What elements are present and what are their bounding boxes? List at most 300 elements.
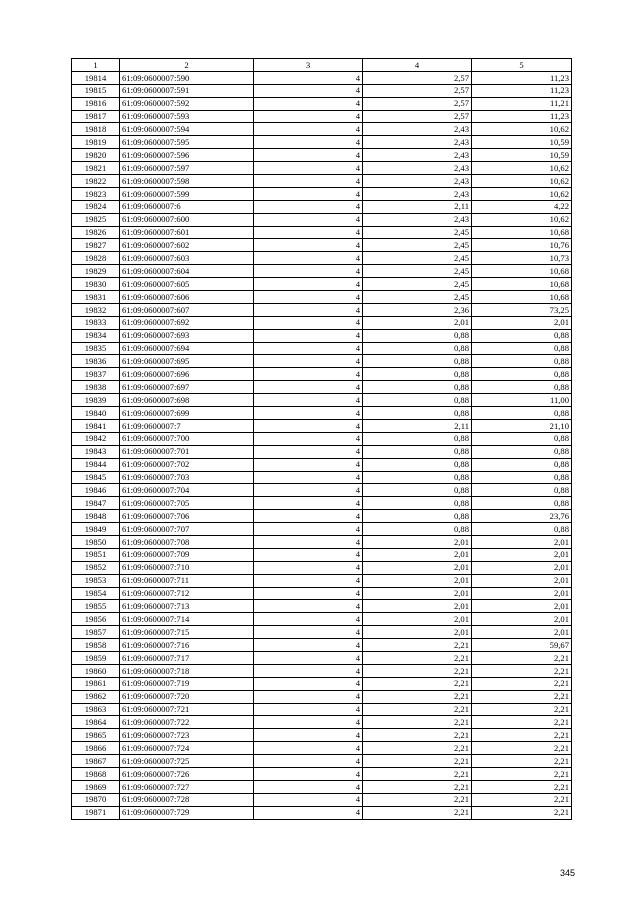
- value-cell: 2,21: [363, 755, 472, 768]
- cadastral-number-cell: 61:09:0600007:600: [120, 213, 254, 226]
- category-cell: 4: [254, 110, 363, 123]
- value-cell: 2,01: [363, 316, 472, 329]
- row-number-cell: 19867: [72, 755, 120, 768]
- value-cell: 2,21: [363, 716, 472, 729]
- table-row: [72, 278, 572, 291]
- value-cell: 2,01: [363, 548, 472, 561]
- total-cell: 0,88: [472, 432, 572, 445]
- row-number-cell: 19861: [72, 677, 120, 690]
- table-row: [72, 729, 572, 742]
- row-number-cell: 19849: [72, 523, 120, 536]
- total-cell: 2,01: [472, 316, 572, 329]
- total-cell: 0,88: [472, 458, 572, 471]
- cadastral-number-cell: 61:09:0600007:700: [120, 432, 254, 445]
- value-cell: 2,21: [363, 703, 472, 716]
- table-row: [72, 110, 572, 123]
- value-cell: 2,45: [363, 291, 472, 304]
- category-cell: 4: [254, 767, 363, 780]
- category-cell: 4: [254, 97, 363, 110]
- category-cell: 4: [254, 574, 363, 587]
- row-number-cell: 19850: [72, 535, 120, 548]
- table-row: [72, 71, 572, 84]
- value-cell: 2,01: [363, 613, 472, 626]
- cadastral-number-cell: 61:09:0600007:716: [120, 639, 254, 652]
- row-number-cell: 19842: [72, 432, 120, 445]
- table-row: [72, 200, 572, 213]
- table-body: [72, 71, 572, 819]
- row-number-cell: 19839: [72, 394, 120, 407]
- table-row: [72, 471, 572, 484]
- category-cell: 4: [254, 677, 363, 690]
- category-cell: 4: [254, 755, 363, 768]
- row-number-cell: 19868: [72, 767, 120, 780]
- total-cell: 0,88: [472, 445, 572, 458]
- value-cell: 0,88: [363, 394, 472, 407]
- value-cell: 0,88: [363, 497, 472, 510]
- table-row: [72, 716, 572, 729]
- cadastral-number-cell: 61:09:0600007:601: [120, 226, 254, 239]
- category-cell: 4: [254, 445, 363, 458]
- category-cell: 4: [254, 265, 363, 278]
- value-cell: 2,45: [363, 239, 472, 252]
- total-cell: 2,01: [472, 535, 572, 548]
- row-number-cell: 19862: [72, 690, 120, 703]
- category-cell: 4: [254, 613, 363, 626]
- category-cell: 4: [254, 600, 363, 613]
- table-row: [72, 587, 572, 600]
- total-cell: 2,01: [472, 574, 572, 587]
- total-cell: 0,88: [472, 497, 572, 510]
- table-row: [72, 548, 572, 561]
- category-cell: 4: [254, 84, 363, 97]
- value-cell: 2,21: [363, 780, 472, 793]
- cadastral-number-cell: 61:09:0600007:602: [120, 239, 254, 252]
- table-header-row: [72, 59, 572, 72]
- category-cell: 4: [254, 123, 363, 136]
- row-number-cell: 19858: [72, 639, 120, 652]
- category-cell: 4: [254, 716, 363, 729]
- cadastral-number-cell: 61:09:0600007:719: [120, 677, 254, 690]
- total-cell: 0,88: [472, 368, 572, 381]
- cadastral-number-cell: 61:09:0600007:715: [120, 626, 254, 639]
- table-row: [72, 613, 572, 626]
- table-row: [72, 767, 572, 780]
- cadastral-number-cell: 61:09:0600007:726: [120, 767, 254, 780]
- total-cell: 73,25: [472, 303, 572, 316]
- value-cell: 0,88: [363, 407, 472, 420]
- cadastral-number-cell: 61:09:0600007:604: [120, 265, 254, 278]
- total-cell: 2,21: [472, 767, 572, 780]
- category-cell: 4: [254, 729, 363, 742]
- row-number-cell: 19820: [72, 149, 120, 162]
- table-row: [72, 510, 572, 523]
- cadastral-number-cell: 61:09:0600007:699: [120, 407, 254, 420]
- value-cell: 0,88: [363, 523, 472, 536]
- row-number-cell: 19832: [72, 303, 120, 316]
- category-cell: 4: [254, 780, 363, 793]
- total-cell: 10,68: [472, 291, 572, 304]
- total-cell: 10,59: [472, 136, 572, 149]
- total-cell: 2,21: [472, 677, 572, 690]
- total-cell: 10,73: [472, 252, 572, 265]
- total-cell: 0,88: [472, 484, 572, 497]
- cadastral-number-cell: 61:09:0600007:729: [120, 806, 254, 819]
- table-row: [72, 561, 572, 574]
- category-cell: 4: [254, 291, 363, 304]
- table-row: [72, 329, 572, 342]
- category-cell: 4: [254, 535, 363, 548]
- value-cell: 0,88: [363, 432, 472, 445]
- cadastral-number-cell: 61:09:0600007:696: [120, 368, 254, 381]
- row-number-cell: 19841: [72, 419, 120, 432]
- total-cell: 10,62: [472, 123, 572, 136]
- total-cell: 11,23: [472, 110, 572, 123]
- table-row: [72, 806, 572, 819]
- cadastral-number-cell: 61:09:0600007:697: [120, 381, 254, 394]
- table-row: [72, 252, 572, 265]
- table-row: [72, 497, 572, 510]
- category-cell: 4: [254, 303, 363, 316]
- row-number-cell: 19848: [72, 510, 120, 523]
- category-cell: 4: [254, 149, 363, 162]
- table-row: [72, 793, 572, 806]
- cadastral-number-cell: 61:09:0600007:713: [120, 600, 254, 613]
- row-number-cell: 19814: [72, 71, 120, 84]
- cadastral-number-cell: 61:09:0600007:599: [120, 187, 254, 200]
- category-cell: 4: [254, 639, 363, 652]
- table-row: [72, 303, 572, 316]
- table-row: [72, 523, 572, 536]
- category-cell: 4: [254, 523, 363, 536]
- table-row: [72, 535, 572, 548]
- cadastral-number-cell: 61:09:0600007:703: [120, 471, 254, 484]
- category-cell: 4: [254, 342, 363, 355]
- table-row: [72, 291, 572, 304]
- value-cell: 2,21: [363, 742, 472, 755]
- total-cell: 2,01: [472, 600, 572, 613]
- total-cell: 10,62: [472, 162, 572, 175]
- cadastral-number-cell: 61:09:0600007:607: [120, 303, 254, 316]
- category-cell: 4: [254, 471, 363, 484]
- value-cell: 0,88: [363, 329, 472, 342]
- category-cell: 4: [254, 162, 363, 175]
- value-cell: 2,45: [363, 226, 472, 239]
- table-row: [72, 742, 572, 755]
- category-cell: 4: [254, 664, 363, 677]
- cadastral-number-cell: 61:09:0600007:702: [120, 458, 254, 471]
- category-cell: 4: [254, 239, 363, 252]
- cadastral-number-cell: 61:09:0600007:694: [120, 342, 254, 355]
- cadastral-number-cell: 61:09:0600007:721: [120, 703, 254, 716]
- row-number-cell: 19860: [72, 664, 120, 677]
- row-number-cell: 19851: [72, 548, 120, 561]
- category-cell: 4: [254, 407, 363, 420]
- table-row: [72, 664, 572, 677]
- table-row: [72, 342, 572, 355]
- row-number-cell: 19865: [72, 729, 120, 742]
- row-number-cell: 19828: [72, 252, 120, 265]
- category-cell: 4: [254, 381, 363, 394]
- value-cell: 2,43: [363, 187, 472, 200]
- cadastral-number-cell: 61:09:0600007:698: [120, 394, 254, 407]
- total-cell: 2,01: [472, 548, 572, 561]
- table-row: [72, 574, 572, 587]
- total-cell: 10,68: [472, 278, 572, 291]
- row-number-cell: 19871: [72, 806, 120, 819]
- value-cell: 2,45: [363, 265, 472, 278]
- value-cell: 2,43: [363, 123, 472, 136]
- cadastral-number-cell: 61:09:0600007:723: [120, 729, 254, 742]
- value-cell: 2,01: [363, 574, 472, 587]
- total-cell: 23,76: [472, 510, 572, 523]
- row-number-cell: 19854: [72, 587, 120, 600]
- category-cell: 4: [254, 432, 363, 445]
- category-cell: 4: [254, 651, 363, 664]
- category-cell: 4: [254, 690, 363, 703]
- total-cell: 4,22: [472, 200, 572, 213]
- total-cell: 2,21: [472, 806, 572, 819]
- total-cell: 11,23: [472, 71, 572, 84]
- value-cell: 2,45: [363, 252, 472, 265]
- table-row: [72, 136, 572, 149]
- row-number-cell: 19857: [72, 626, 120, 639]
- category-cell: 4: [254, 355, 363, 368]
- row-number-cell: 19819: [72, 136, 120, 149]
- value-cell: 0,88: [363, 445, 472, 458]
- row-number-cell: 19863: [72, 703, 120, 716]
- total-cell: 10,68: [472, 226, 572, 239]
- value-cell: 0,88: [363, 510, 472, 523]
- value-cell: 2,45: [363, 278, 472, 291]
- category-cell: 4: [254, 806, 363, 819]
- total-cell: 0,88: [472, 355, 572, 368]
- cadastral-number-cell: 61:09:0600007:727: [120, 780, 254, 793]
- row-number-cell: 19822: [72, 175, 120, 188]
- total-cell: 10,62: [472, 175, 572, 188]
- row-number-cell: 19864: [72, 716, 120, 729]
- row-number-cell: 19830: [72, 278, 120, 291]
- total-cell: 11,23: [472, 84, 572, 97]
- cadastral-number-cell: 61:09:0600007:596: [120, 149, 254, 162]
- value-cell: 2,11: [363, 200, 472, 213]
- total-cell: 10,62: [472, 213, 572, 226]
- category-cell: 4: [254, 136, 363, 149]
- row-number-cell: 19836: [72, 355, 120, 368]
- total-cell: 10,68: [472, 265, 572, 278]
- row-number-cell: 19846: [72, 484, 120, 497]
- row-number-cell: 19829: [72, 265, 120, 278]
- value-cell: 2,01: [363, 561, 472, 574]
- value-cell: 0,88: [363, 342, 472, 355]
- category-cell: 4: [254, 278, 363, 291]
- document-page: [71, 58, 571, 820]
- category-cell: 4: [254, 497, 363, 510]
- row-number-cell: 19837: [72, 368, 120, 381]
- total-cell: 2,01: [472, 626, 572, 639]
- table-row: [72, 149, 572, 162]
- cadastral-number-cell: 61:09:0600007:606: [120, 291, 254, 304]
- category-cell: 4: [254, 329, 363, 342]
- table-row: [72, 355, 572, 368]
- value-cell: 2,43: [363, 136, 472, 149]
- value-cell: 2,36: [363, 303, 472, 316]
- row-number-cell: 19818: [72, 123, 120, 136]
- cadastral-number-cell: 61:09:0600007:720: [120, 690, 254, 703]
- table-row: [72, 755, 572, 768]
- value-cell: 2,43: [363, 213, 472, 226]
- cadastral-number-cell: 61:09:0600007:707: [120, 523, 254, 536]
- table-row: [72, 265, 572, 278]
- total-cell: 2,21: [472, 690, 572, 703]
- value-cell: 0,88: [363, 368, 472, 381]
- total-cell: 0,88: [472, 471, 572, 484]
- value-cell: 0,88: [363, 355, 472, 368]
- total-cell: 2,21: [472, 793, 572, 806]
- cadastral-number-cell: 61:09:0600007:605: [120, 278, 254, 291]
- cadastral-number-cell: 61:09:0600007:710: [120, 561, 254, 574]
- value-cell: 2,21: [363, 729, 472, 742]
- value-cell: 2,01: [363, 535, 472, 548]
- category-cell: 4: [254, 793, 363, 806]
- row-number-cell: 19826: [72, 226, 120, 239]
- row-number-cell: 19827: [72, 239, 120, 252]
- total-cell: 0,88: [472, 329, 572, 342]
- table-row: [72, 162, 572, 175]
- value-cell: 2,21: [363, 677, 472, 690]
- row-number-cell: 19838: [72, 381, 120, 394]
- cadastral-number-cell: 61:09:0600007:717: [120, 651, 254, 664]
- cadastral-number-cell: 61:09:0600007:708: [120, 535, 254, 548]
- category-cell: 4: [254, 175, 363, 188]
- table-row: [72, 407, 572, 420]
- row-number-cell: 19869: [72, 780, 120, 793]
- table-row: [72, 677, 572, 690]
- row-number-cell: 19821: [72, 162, 120, 175]
- total-cell: 2,01: [472, 613, 572, 626]
- total-cell: 0,88: [472, 342, 572, 355]
- category-cell: 4: [254, 226, 363, 239]
- table-row: [72, 84, 572, 97]
- cadastral-number-cell: 61:09:0600007:705: [120, 497, 254, 510]
- value-cell: 0,88: [363, 458, 472, 471]
- cadastral-number-cell: 61:09:0600007:590: [120, 71, 254, 84]
- row-number-cell: 19823: [72, 187, 120, 200]
- table-row: [72, 600, 572, 613]
- total-cell: 2,21: [472, 703, 572, 716]
- total-cell: 2,21: [472, 664, 572, 677]
- table-row: [72, 703, 572, 716]
- table-row: [72, 123, 572, 136]
- data-table: [71, 58, 572, 820]
- value-cell: 2,57: [363, 71, 472, 84]
- table-row: [72, 445, 572, 458]
- cadastral-number-cell: 61:09:0600007:724: [120, 742, 254, 755]
- total-cell: 0,88: [472, 407, 572, 420]
- total-cell: 0,88: [472, 523, 572, 536]
- cadastral-number-cell: 61:09:0600007:591: [120, 84, 254, 97]
- value-cell: 2,21: [363, 664, 472, 677]
- row-number-cell: 19859: [72, 651, 120, 664]
- cadastral-number-cell: 61:09:0600007:704: [120, 484, 254, 497]
- table-row: [72, 239, 572, 252]
- value-cell: 0,88: [363, 381, 472, 394]
- row-number-cell: 19870: [72, 793, 120, 806]
- row-number-cell: 19831: [72, 291, 120, 304]
- category-cell: 4: [254, 587, 363, 600]
- total-cell: 2,21: [472, 780, 572, 793]
- cadastral-number-cell: 61:09:0600007:7: [120, 419, 254, 432]
- total-cell: 10,59: [472, 149, 572, 162]
- total-cell: 2,21: [472, 755, 572, 768]
- value-cell: 2,21: [363, 767, 472, 780]
- table-row: [72, 690, 572, 703]
- table-row: [72, 458, 572, 471]
- row-number-cell: 19840: [72, 407, 120, 420]
- table-row: [72, 226, 572, 239]
- column-header-5: 5: [472, 59, 572, 72]
- category-cell: 4: [254, 561, 363, 574]
- value-cell: 2,43: [363, 162, 472, 175]
- table-row: [72, 419, 572, 432]
- cadastral-number-cell: 61:09:0600007:598: [120, 175, 254, 188]
- total-cell: 2,21: [472, 716, 572, 729]
- total-cell: 10,76: [472, 239, 572, 252]
- category-cell: 4: [254, 252, 363, 265]
- category-cell: 4: [254, 394, 363, 407]
- category-cell: 4: [254, 510, 363, 523]
- total-cell: 2,21: [472, 651, 572, 664]
- value-cell: 2,21: [363, 690, 472, 703]
- row-number-cell: 19853: [72, 574, 120, 587]
- value-cell: 2,43: [363, 175, 472, 188]
- total-cell: 2,21: [472, 729, 572, 742]
- cadastral-number-cell: 61:09:0600007:593: [120, 110, 254, 123]
- page-number: 345: [560, 868, 576, 878]
- row-number-cell: 19843: [72, 445, 120, 458]
- row-number-cell: 19824: [72, 200, 120, 213]
- value-cell: 2,43: [363, 149, 472, 162]
- row-number-cell: 19833: [72, 316, 120, 329]
- row-number-cell: 19844: [72, 458, 120, 471]
- table-row: [72, 381, 572, 394]
- category-cell: 4: [254, 368, 363, 381]
- column-header-2: 2: [120, 59, 254, 72]
- row-number-cell: 19817: [72, 110, 120, 123]
- category-cell: 4: [254, 213, 363, 226]
- cadastral-number-cell: 61:09:0600007:693: [120, 329, 254, 342]
- table-row: [72, 780, 572, 793]
- value-cell: 2,01: [363, 600, 472, 613]
- cadastral-number-cell: 61:09:0600007:711: [120, 574, 254, 587]
- value-cell: 2,21: [363, 793, 472, 806]
- cadastral-number-cell: 61:09:0600007:592: [120, 97, 254, 110]
- value-cell: 2,01: [363, 626, 472, 639]
- total-cell: 11,21: [472, 97, 572, 110]
- value-cell: 2,57: [363, 84, 472, 97]
- table-row: [72, 484, 572, 497]
- column-header-1: 1: [72, 59, 120, 72]
- cadastral-number-cell: 61:09:0600007:597: [120, 162, 254, 175]
- cadastral-number-cell: 61:09:0600007:692: [120, 316, 254, 329]
- total-cell: 21,10: [472, 419, 572, 432]
- category-cell: 4: [254, 484, 363, 497]
- total-cell: 10,62: [472, 187, 572, 200]
- cadastral-number-cell: 61:09:0600007:706: [120, 510, 254, 523]
- cadastral-number-cell: 61:09:0600007:701: [120, 445, 254, 458]
- table-row: [72, 626, 572, 639]
- total-cell: 11,00: [472, 394, 572, 407]
- table-row: [72, 651, 572, 664]
